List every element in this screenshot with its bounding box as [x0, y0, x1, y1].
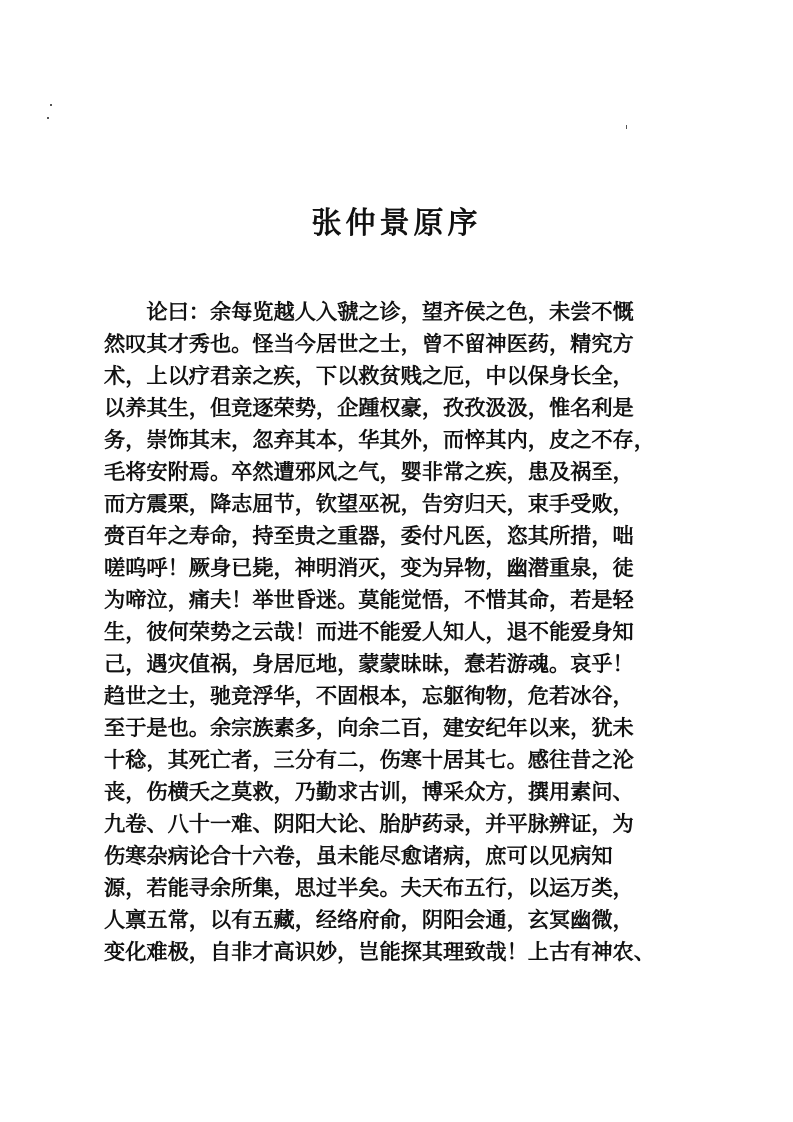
- text-line: 而方震栗，降志屈节，钦望巫祝，告穷归天，束手受败，: [104, 491, 634, 516]
- text-line: 然叹其才秀也。怪当今居世之士，曾不留神医药，精究方: [104, 331, 634, 356]
- text-line: 变化难极，自非才高识妙，岂能探其理致哉！上古有神农、: [104, 939, 655, 964]
- text-line: 趋世之士，驰竞浮华，不固根本，忘躯徇物，危若冰谷，: [104, 683, 634, 708]
- text-line: 务，崇饰其末，忽弃其本，华其外，而悴其内，皮之不存，: [104, 427, 655, 452]
- text-line: 生，彼何荣势之云哉！而进不能爱人知人，退不能爱身知: [104, 619, 634, 644]
- text-line: 至于是也。余宗族素多，向余二百，建安纪年以来，犹未: [104, 715, 634, 740]
- text-line: 源，若能寻余所集，思过半矣。夫天布五行，以运万类，: [104, 875, 634, 900]
- body-text: [104, 296, 694, 968]
- page-title: 张仲景原序: [311, 206, 482, 241]
- scan-speck: [47, 117, 49, 119]
- scan-speck: [50, 104, 52, 106]
- text-line: 九卷、八十一难、阴阳大论、胎胪药录，并平脉辨证，为: [104, 811, 634, 836]
- text-line: 论曰：余每览越人入虢之诊，望齐侯之色，未尝不慨: [104, 299, 634, 324]
- text-line: 以养其生，但竞逐荣势，企踵权豪，孜孜汲汲，惟名利是: [104, 395, 634, 420]
- text-line: 术，上以疗君亲之疾，下以救贫贱之厄，中以保身长全，: [104, 363, 634, 388]
- text-line: 十稔，其死亡者，三分有二，伤寒十居其七。感往昔之沦: [104, 747, 634, 772]
- text-line: 己，遇灾值祸，身居厄地，蒙蒙昧昧，惷若游魂。哀乎！: [104, 651, 634, 676]
- text-line: 丧，伤横夭之莫救，乃勤求古训，博采众方，撰用素问、: [104, 779, 634, 804]
- text-line: 毛将安附焉。卒然遭邪风之气，婴非常之疾，患及祸至，: [104, 459, 634, 484]
- text-line: 嗟呜呼！厥身已毙，神明消灭，变为异物，幽潜重泉，徒: [104, 555, 634, 580]
- text-line: 人禀五常，以有五藏，经络府俞，阴阳会通，玄冥幽微，: [104, 907, 634, 932]
- text-line: 伤寒杂病论合十六卷，虽未能尽愈诸病，庶可以见病知: [104, 843, 613, 868]
- text-line: 为啼泣，痛夫！举世昏迷。莫能觉悟，不惜其命，若是轻: [104, 587, 634, 612]
- text-line: 赍百年之寿命，持至贵之重器，委付凡医，恣其所措，咄: [104, 523, 634, 548]
- scan-speck: [626, 125, 627, 129]
